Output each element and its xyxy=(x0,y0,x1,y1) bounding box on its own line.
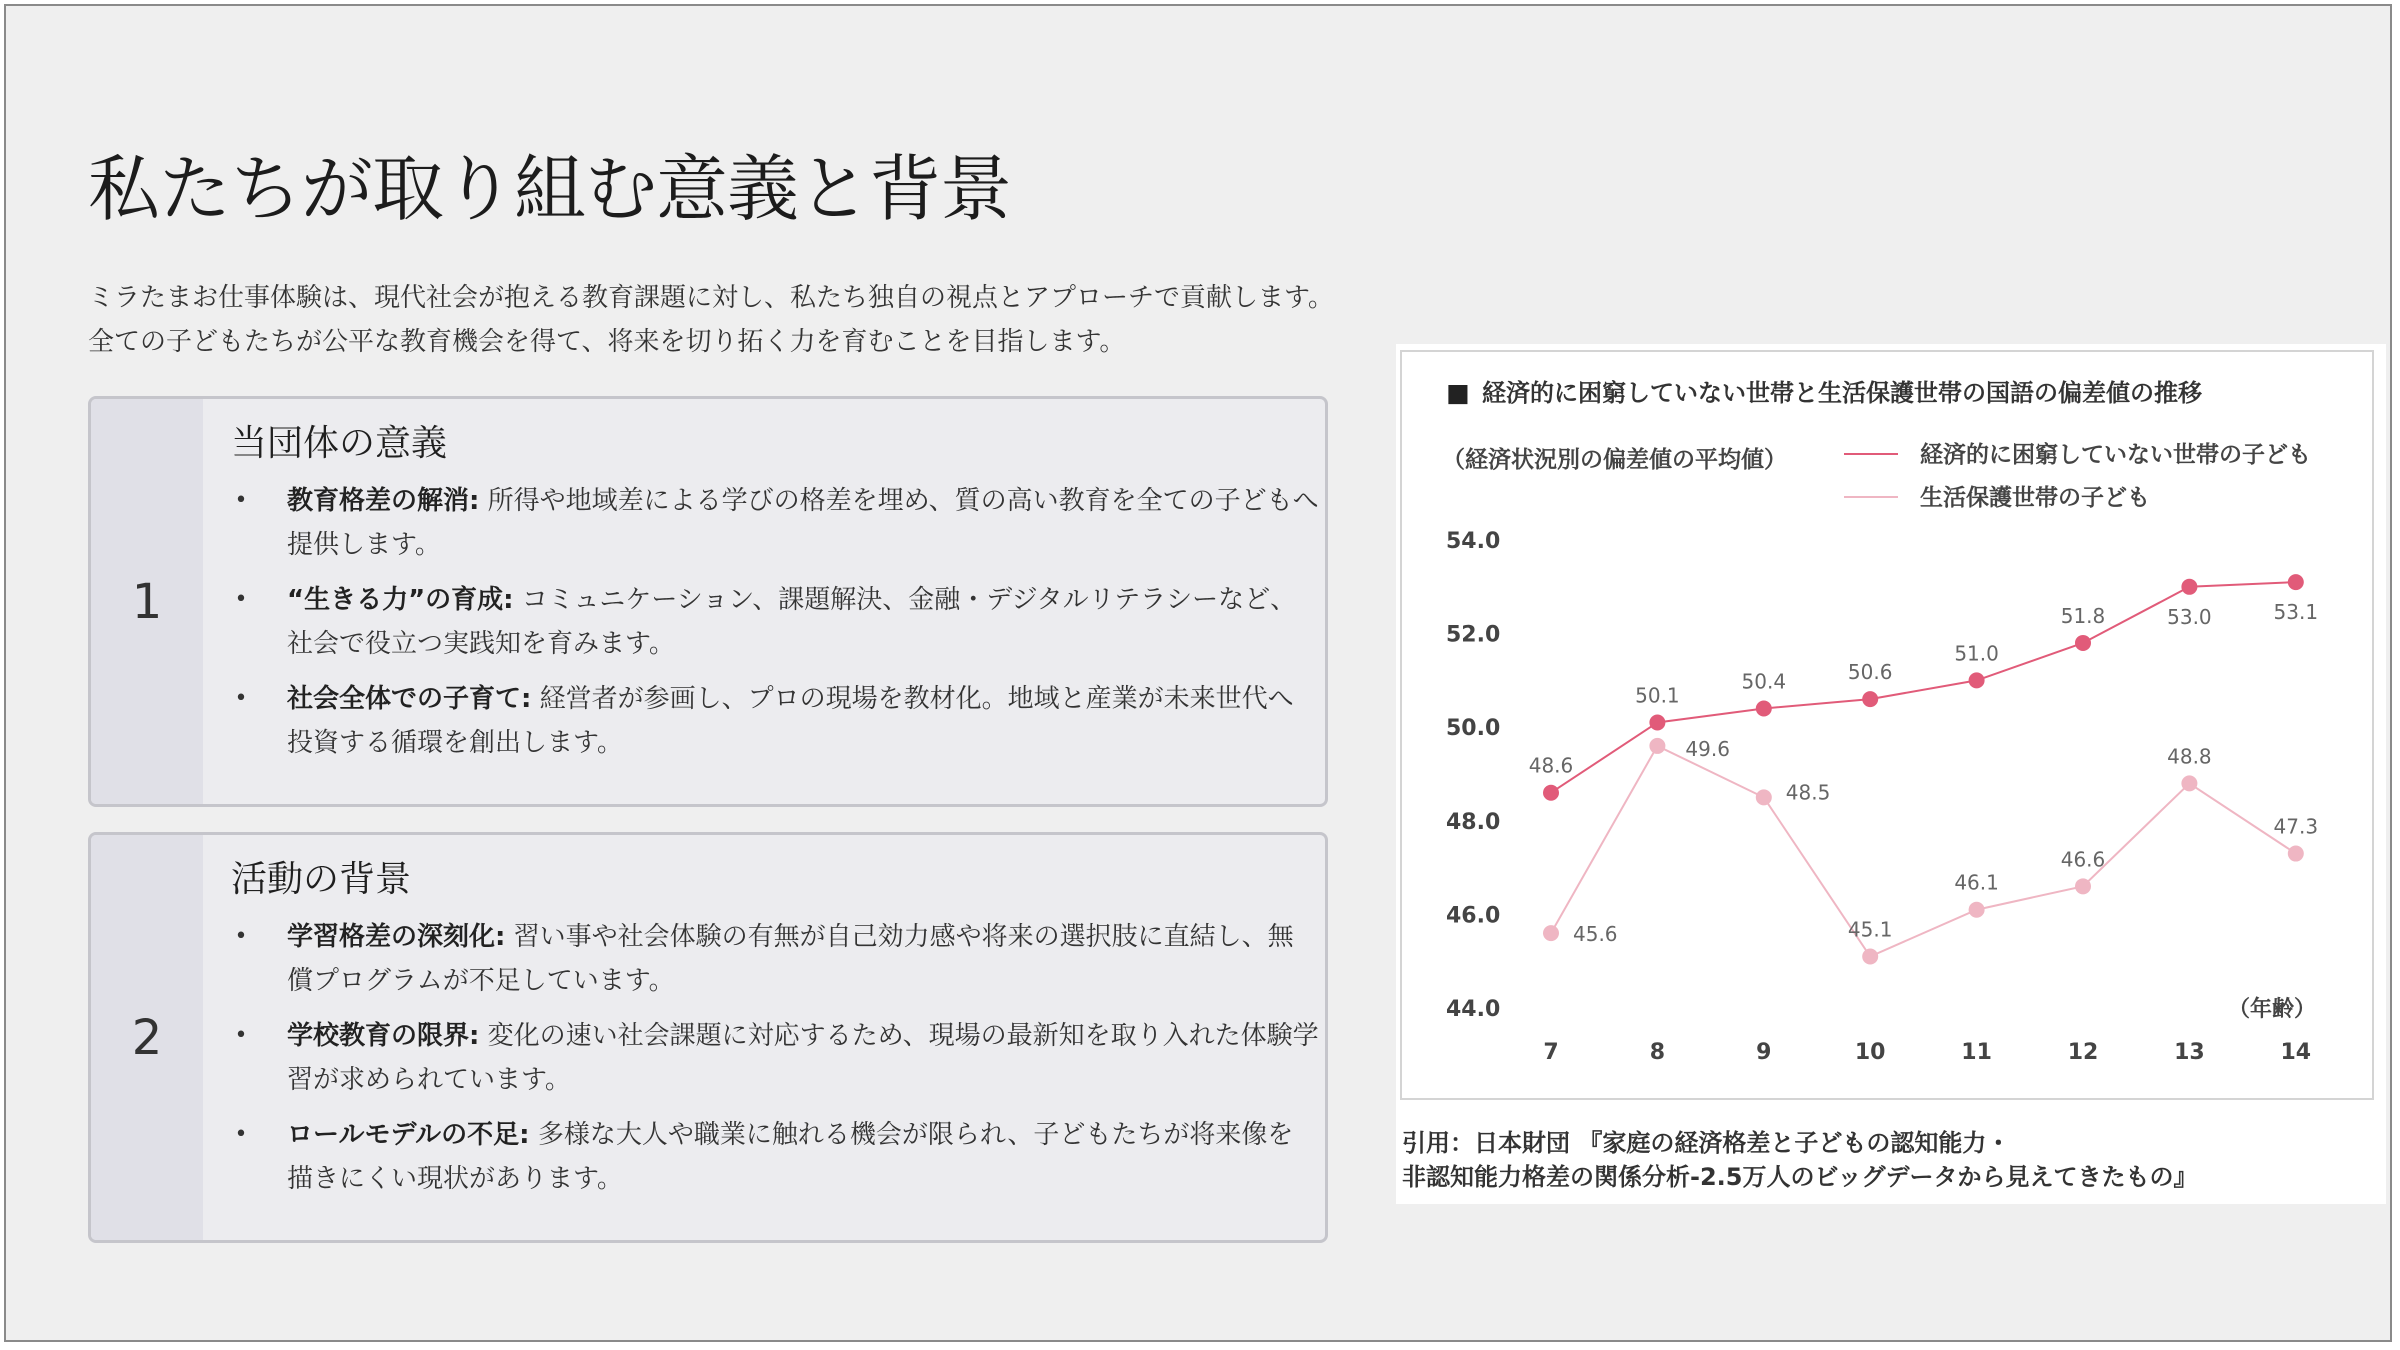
item-text: コミュニケーション、課題解決、金融・デジタルリテラシーなど、社会で役立つ実践知を育みます。 xyxy=(287,585,1297,659)
citation-line: 引用：日本財団 『家庭の経済格差と子どもの認知能力・ xyxy=(1402,1129,2011,1157)
card-list xyxy=(231,479,1319,765)
card-title: 当団体の意義 xyxy=(231,423,448,464)
chart-title-marker: ■ xyxy=(1446,378,1470,407)
data-label: 53.0 xyxy=(2167,604,2212,629)
data-label: 50.1 xyxy=(1635,683,1680,708)
bullet-icon: • xyxy=(234,488,248,513)
data-label: 46.6 xyxy=(2060,847,2106,872)
data-point xyxy=(1862,949,1878,965)
data-point xyxy=(1969,672,1985,688)
citation-line: 非認知能力格差の関係分析-2.5万人のビッグデータから見えてきたもの』 xyxy=(1402,1163,2198,1191)
card-number: 1 xyxy=(91,399,203,804)
item-text: 所得や地域差による学びの格差を埋め、質の高い教育を全ての子どもへ提供します。 xyxy=(287,486,1319,560)
data-label: 50.4 xyxy=(1741,669,1787,694)
intro-line: 全ての子どもたちが公平な教育機会を得て、将来を切り拓く力を育むことを目指します。 xyxy=(88,327,1126,357)
item-label: 学校教育の限界: xyxy=(287,1021,480,1051)
list-item xyxy=(231,1113,1319,1201)
data-label: 51.8 xyxy=(2060,603,2106,628)
list-item xyxy=(231,677,1319,765)
x-tick-label: 9 xyxy=(1756,1040,1772,1065)
x-tick-label: 8 xyxy=(1649,1040,1666,1065)
bullet-icon: • xyxy=(234,1023,248,1048)
item-text: 習い事や社会体験の有無が自己効力感や将来の選択肢に直結し、無償プログラムが不足しています。 xyxy=(287,922,1294,996)
item-label: “生きる力”の育成: xyxy=(287,585,514,615)
y-tick-label: 46.0 xyxy=(1446,903,1501,929)
data-label: 48.6 xyxy=(1528,753,1574,778)
data-point xyxy=(1649,738,1665,754)
data-label: 53.1 xyxy=(2273,600,2319,625)
data-label: 51.0 xyxy=(1954,641,1999,666)
data-point xyxy=(1649,715,1665,731)
data-label: 45.1 xyxy=(1847,917,1893,942)
background-card xyxy=(88,832,1328,1243)
bullet-icon: • xyxy=(234,587,248,612)
list-item xyxy=(231,1014,1319,1102)
page-title: 私たちが取り組む意義と背景 xyxy=(88,147,1012,231)
data-point xyxy=(1543,785,1559,801)
data-label: 49.6 xyxy=(1685,736,1730,761)
item-text: 多様な大人や職業に触れる機会が限られ、子どもたちが将来像を描きにくい現状があります。 xyxy=(287,1120,1294,1194)
y-tick-label: 48.0 xyxy=(1446,809,1501,835)
data-label: 48.5 xyxy=(1785,780,1831,805)
x-axis-label: （年齢） xyxy=(2227,997,2316,1022)
x-tick-label: 12 xyxy=(2067,1040,2099,1065)
list-item xyxy=(231,578,1319,666)
x-tick-label: 10 xyxy=(1854,1040,1886,1065)
card-number: 2 xyxy=(91,835,203,1240)
bullet-icon: • xyxy=(234,924,248,949)
data-point xyxy=(2288,846,2304,862)
bullet-icon: • xyxy=(234,1122,248,1147)
data-point xyxy=(1862,691,1878,707)
item-label: 学習格差の深刻化: xyxy=(287,922,506,952)
data-label: 46.1 xyxy=(1954,870,1999,895)
data-label: 48.8 xyxy=(2167,744,2212,769)
data-point xyxy=(2181,775,2197,791)
data-label: 47.3 xyxy=(2273,814,2319,839)
chart-title: 経済的に困窮していない世帯と生活保護世帯の国語の偏差値の推移 xyxy=(1482,379,2202,407)
data-point xyxy=(2181,579,2197,595)
chart-citation xyxy=(1402,1126,2198,1194)
card-body xyxy=(231,421,1319,776)
data-point xyxy=(1969,902,1985,918)
intro-text xyxy=(88,276,1348,364)
item-text: 経営者が参画し、プロの現場を教材化。地域と産業が未来世代へ投資する循環を創出します。 xyxy=(287,684,1294,758)
data-point xyxy=(1756,700,1772,716)
line-chart xyxy=(1396,344,2386,1124)
x-tick-label: 14 xyxy=(2280,1040,2312,1065)
data-point xyxy=(1543,925,1559,941)
chart-subtitle: （経済状況別の偏差値の平均値） xyxy=(1442,447,1787,473)
data-point xyxy=(2075,878,2091,894)
slide xyxy=(4,4,2392,1342)
y-tick-label: 52.0 xyxy=(1446,622,1501,648)
data-label: 45.6 xyxy=(1573,922,1618,947)
data-point xyxy=(1756,789,1772,805)
legend-label: 生活保護世帯の子ども xyxy=(1920,485,2150,511)
card-title: 活動の背景 xyxy=(231,859,412,900)
significance-card xyxy=(88,396,1328,807)
list-item xyxy=(231,915,1319,1003)
x-tick-label: 11 xyxy=(1961,1040,1992,1065)
data-point xyxy=(2288,574,2304,590)
y-tick-label: 44.0 xyxy=(1446,997,1501,1022)
y-tick-label: 50.0 xyxy=(1446,716,1501,742)
list-item xyxy=(231,479,1319,567)
bullet-icon: • xyxy=(234,686,248,711)
y-tick-label: 54.0 xyxy=(1446,529,1501,554)
item-label: 教育格差の解消: xyxy=(287,486,480,516)
card-body xyxy=(231,857,1319,1212)
intro-line: ミラたまお仕事体験は、現代社会が抱える教育課題に対し、私たち独自の視点とアプローチで貢献します。 xyxy=(88,283,1334,313)
x-tick-label: 7 xyxy=(1543,1040,1559,1065)
item-text: 変化の速い社会課題に対応するため、現場の最新知を取り入れた体験学習が求められています。 xyxy=(287,1021,1319,1095)
data-point xyxy=(2075,635,2091,651)
data-label: 50.6 xyxy=(1847,660,1893,685)
item-label: 社会全体での子育て: xyxy=(287,684,532,714)
card-list xyxy=(231,915,1319,1201)
legend-label: 経済的に困窮していない世帯の子ども xyxy=(1920,442,2311,468)
chart-panel xyxy=(1396,344,2386,1204)
item-label: ロールモデルの不足: xyxy=(287,1120,530,1150)
x-tick-label: 13 xyxy=(2174,1040,2205,1065)
